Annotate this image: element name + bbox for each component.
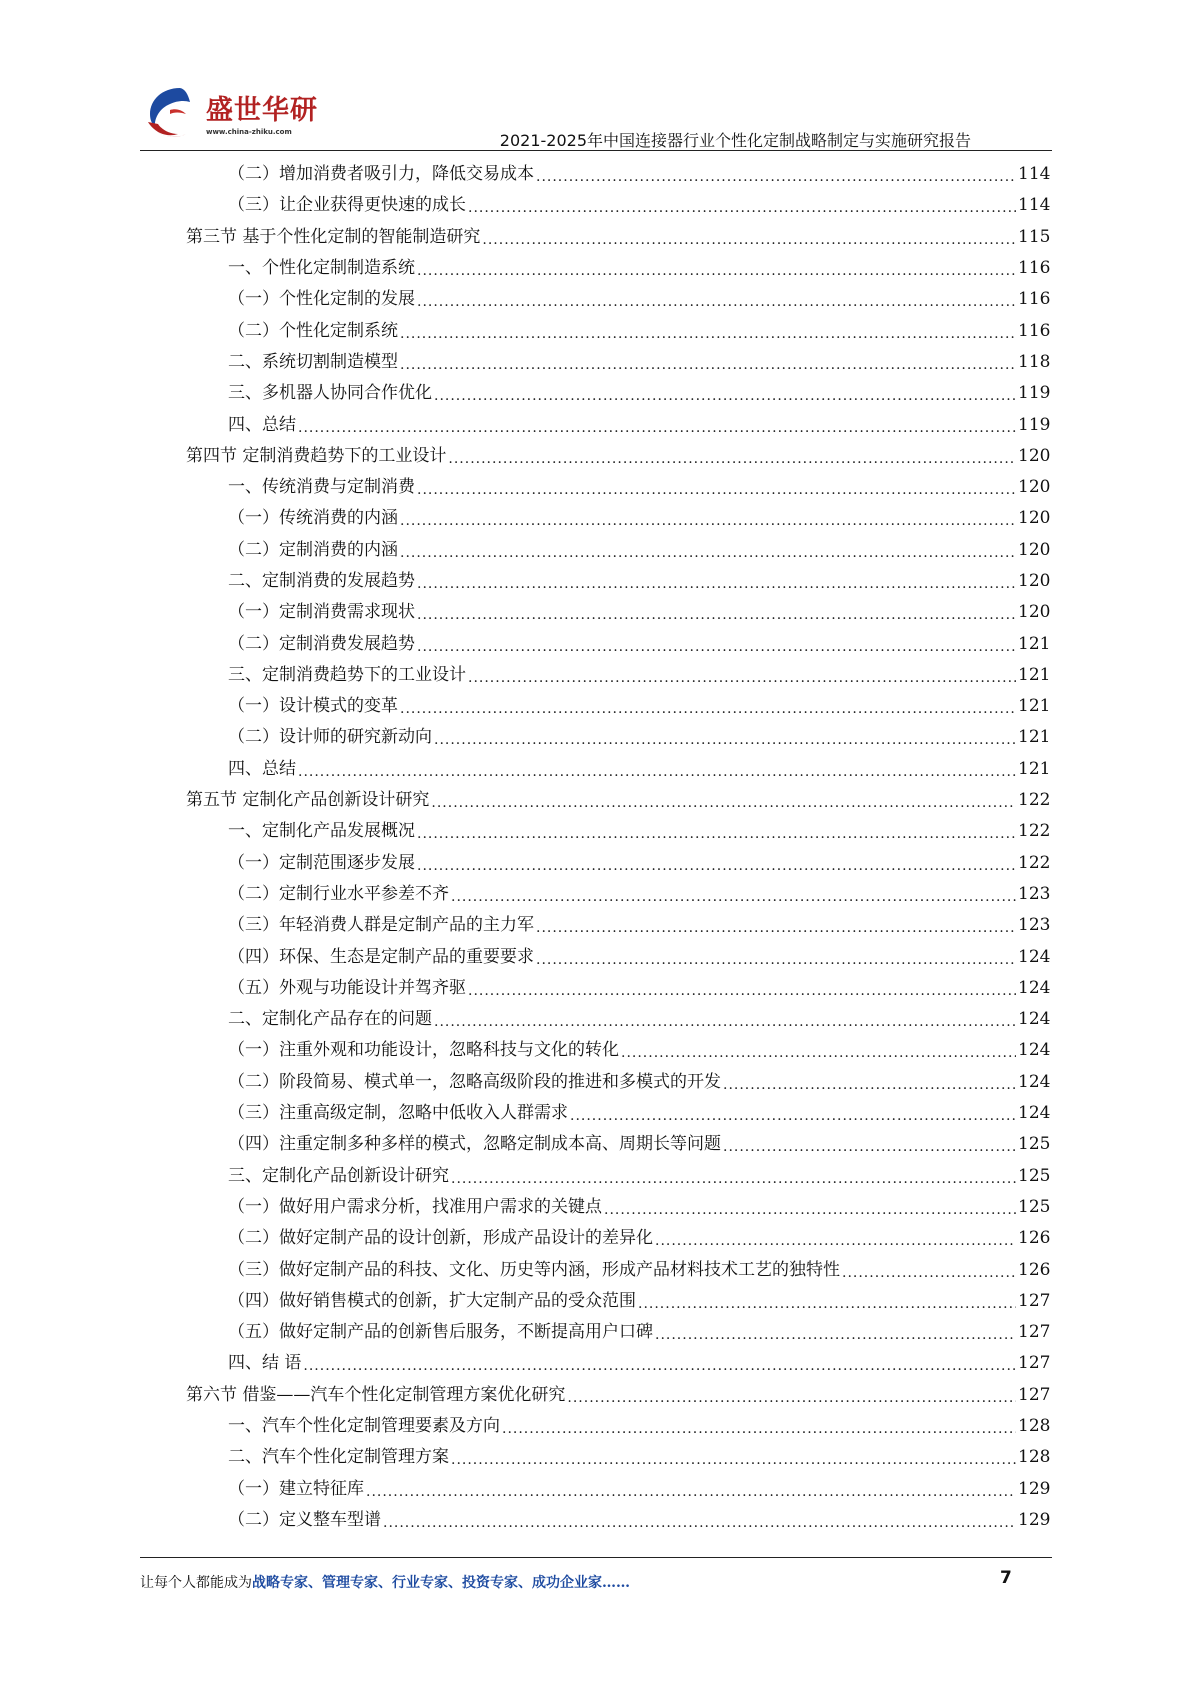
toc-entry-page: 125 [1018,1165,1051,1186]
toc-entry[interactable] [0,535,1191,566]
toc-leader-dots [400,506,1016,537]
toc-entry-title: 一、传统消费与定制消费 [228,477,415,498]
toc-entry-title: （一）建立特征库 [228,1478,364,1499]
toc-entry-page: 124 [1018,977,1051,998]
toc-entry-page: 125 [1018,1196,1051,1217]
toc-entry-page: 126 [1018,1228,1051,1249]
toc-entry-title: 一、汽车个性化定制管理要素及方向 [228,1416,500,1437]
toc-leader-dots [298,413,1016,444]
toc-leader-dots [417,819,1016,850]
toc-entry-page: 124 [1018,1040,1051,1061]
toc-entry[interactable] [0,941,1191,972]
toc-entry-title: （四）注重定制多种多样的模式，忽略定制成本高、周期长等问题 [228,1134,721,1155]
toc-entry-page: 120 [1018,445,1051,466]
toc-leader-dots [842,1258,1016,1289]
toc-entry-page: 120 [1018,508,1051,529]
footer-slogan [140,1572,630,1592]
toc-entry-page: 123 [1018,883,1051,904]
toc-entry-page: 124 [1018,1009,1051,1030]
toc-entry-page: 126 [1018,1259,1051,1280]
toc-entry-title: 四、总结 [228,414,296,435]
toc-entry[interactable] [0,409,1191,440]
toc-leader-dots [468,976,1016,1007]
toc-entry-page: 114 [1018,195,1051,216]
toc-leader-dots [655,1320,1016,1351]
toc-entry-title: （一）注重外观和功能设计，忽略科技与文化的转化 [228,1040,619,1061]
toc-entry-title: 二、定制化产品存在的问题 [228,1009,432,1030]
toc-leader-dots [417,475,1016,506]
toc-entry-title: （一）传统消费的内涵 [228,508,398,529]
toc-leader-dots [604,1195,1016,1226]
toc-entry[interactable] [0,503,1191,534]
toc-entry-page: 124 [1018,946,1051,967]
toc-entry[interactable] [0,472,1191,503]
toc-entry[interactable] [0,785,1191,816]
toc-leader-dots [482,225,1016,256]
toc-entry-page: 122 [1018,821,1051,842]
footer-slogan-highlight: 战略专家、管理专家、行业专家、投资专家、成功企业家…… [252,1575,630,1591]
toc-entry-page: 116 [1018,289,1051,310]
page-header [0,0,1191,150]
toc-entry-page: 116 [1018,320,1051,341]
toc-leader-dots [536,162,1016,193]
toc-entry[interactable] [0,1004,1191,1035]
toc-entry-title: （四）环保、生态是定制产品的重要要求 [228,946,534,967]
toc-entry-title: （二）定义整车型谱 [228,1509,381,1530]
toc-entry[interactable] [0,1192,1191,1223]
toc-entry[interactable] [0,848,1191,879]
toc-entry-page: 128 [1018,1416,1051,1437]
toc-entry[interactable] [0,1223,1191,1254]
toc-entry-page: 114 [1018,164,1051,185]
toc-leader-dots [298,757,1016,788]
toc-entry[interactable] [0,347,1191,378]
toc-entry-title: （二）阶段简易、模式单一，忽略高级阶段的推进和多模式的开发 [228,1071,721,1092]
toc-leader-dots [451,1164,1016,1195]
toc-entry[interactable] [0,691,1191,722]
toc-leader-dots [400,538,1016,569]
toc-entry[interactable] [0,754,1191,785]
toc-leader-dots [434,1007,1016,1038]
toc-leader-dots [417,569,1016,600]
toc-entry-title: 二、系统切割制造模型 [228,351,398,372]
toc-entry-title: 四、总结 [228,758,296,779]
toc-entry-title: （五）做好定制产品的创新售后服务，不断提高用户口碑 [228,1322,653,1343]
toc-leader-dots [431,788,1016,819]
toc-leader-dots [434,381,1016,412]
toc-entry-title: 第五节 定制化产品创新设计研究 [186,790,430,811]
toc-leader-dots [366,1477,1016,1508]
toc-entry-title: （三）年轻消费人群是定制产品的主力军 [228,915,534,936]
toc-entry-page: 118 [1018,351,1051,372]
toc-entry[interactable] [0,879,1191,910]
toc-entry[interactable] [0,190,1191,221]
report-title: 2021-2025年中国连接器行业个性化定制战略制定与实施研究报告 [499,131,971,150]
toc-entry[interactable] [0,1411,1191,1442]
toc-entry-page: 125 [1018,1134,1051,1155]
toc-entry-title: （一）设计模式的变革 [228,696,398,717]
toc-entry-title: 三、多机器人协同合作优化 [228,383,432,404]
toc-entry-page: 124 [1018,1103,1051,1124]
toc-entry[interactable] [0,253,1191,284]
toc-entry-title: （二）个性化定制系统 [228,320,398,341]
toc-entry[interactable] [0,1442,1191,1473]
toc-entry-page: 121 [1018,696,1051,717]
toc-entry-title: 二、定制消费的发展趋势 [228,571,415,591]
toc-entry[interactable] [0,1505,1191,1536]
toc-entry[interactable] [0,1286,1191,1317]
toc-entry[interactable] [0,566,1191,597]
toc-entry-page: 119 [1018,383,1051,404]
toc-entry-title: （二）设计师的研究新动向 [228,727,432,748]
toc-entry-page: 121 [1018,758,1051,779]
toc-entry-page: 129 [1018,1509,1051,1530]
toc-leader-dots [451,1445,1016,1476]
toc-entry-page: 123 [1018,915,1051,936]
toc-entry[interactable] [0,159,1191,190]
toc-entry-title: （二）做好定制产品的设计创新，形成产品设计的差异化 [228,1228,653,1249]
header-divider [140,150,1052,151]
toc-leader-dots [303,1351,1016,1382]
toc-leader-dots [536,913,1016,944]
page-number: 7 [1000,1568,1012,1588]
toc-leader-dots [638,1289,1016,1320]
toc-leader-dots [723,1132,1016,1163]
toc-entry[interactable] [0,816,1191,847]
toc-entry-page: 128 [1018,1447,1051,1468]
toc-entry-page: 120 [1018,571,1051,591]
table-of-contents [0,159,1191,1536]
toc-entry-title: （三）注重高级定制，忽略中低收入人群需求 [228,1103,568,1124]
toc-entry-page: 121 [1018,727,1051,748]
toc-entry-title: 三、定制消费趋势下的工业设计 [228,664,466,685]
toc-entry-title: 第六节 借鉴——汽车个性化定制管理方案优化研究 [186,1384,566,1405]
toc-entry[interactable] [0,1035,1191,1066]
toc-entry-title: 一、个性化定制制造系统 [228,258,415,279]
toc-leader-dots [570,1101,1016,1132]
logo-emblem-icon [140,84,204,144]
logo-url: www.china-zhiku.com [206,128,292,136]
toc-leader-dots [567,1383,1016,1414]
toc-entry[interactable] [0,315,1191,346]
toc-leader-dots [400,350,1016,381]
toc-entry-title: （二）增加消费者吸引力，降低交易成本 [228,164,534,185]
toc-entry-page: 127 [1018,1384,1051,1405]
toc-leader-dots [502,1414,1016,1445]
toc-leader-dots [448,444,1016,475]
toc-entry-page: 122 [1018,852,1051,873]
toc-entry-title: （一）定制范围逐步发展 [228,852,415,873]
footer-divider [140,1557,1052,1558]
toc-entry-page: 120 [1018,602,1051,623]
toc-leader-dots [723,1070,1016,1101]
toc-entry-page: 127 [1018,1353,1051,1374]
toc-leader-dots [417,600,1016,631]
toc-leader-dots [417,256,1016,287]
toc-entry-title: （二）定制消费的内涵 [228,539,398,560]
toc-entry-title: （四）做好销售模式的创新，扩大定制产品的受众范围 [228,1290,636,1311]
toc-entry-page: 129 [1018,1478,1051,1499]
toc-leader-dots [434,725,1016,756]
toc-entry-title: 四、结 语 [228,1353,302,1374]
toc-entry-page: 124 [1018,1071,1051,1092]
toc-entry-title: （三）做好定制产品的科技、文化、历史等内涵，形成产品材料技术工艺的独特性 [228,1259,840,1280]
toc-entry-page: 121 [1018,633,1051,654]
toc-leader-dots [468,663,1016,694]
toc-entry[interactable] [0,973,1191,1004]
toc-leader-dots [655,1226,1016,1257]
toc-entry[interactable] [0,378,1191,409]
toc-entry-title: 第四节 定制消费趋势下的工业设计 [186,445,447,466]
toc-entry-page: 122 [1018,790,1051,811]
toc-entry-title: 一、定制化产品发展概况 [228,821,415,842]
toc-entry[interactable] [0,910,1191,941]
toc-entry-page: 120 [1018,539,1051,560]
toc-entry-title: （二）定制行业水平参差不齐 [228,883,449,904]
toc-entry[interactable] [0,1098,1191,1129]
toc-entry-title: 第三节 基于个性化定制的智能制造研究 [186,226,481,247]
logo-name: 盛世华研 [206,95,318,126]
toc-entry-page: 116 [1018,258,1051,279]
toc-entry-title: （五）外观与功能设计并驾齐驱 [228,977,466,998]
toc-entry[interactable] [0,441,1191,472]
toc-entry[interactable] [0,1473,1191,1504]
toc-entry[interactable] [0,1254,1191,1285]
toc-leader-dots [400,694,1016,725]
toc-entry-title: （二）定制消费发展趋势 [228,633,415,654]
toc-entry[interactable] [0,1161,1191,1192]
toc-entry-title: （三）让企业获得更快速的成长 [228,195,466,216]
toc-entry-page: 120 [1018,477,1051,498]
company-logo [140,84,340,146]
toc-leader-dots [417,851,1016,882]
toc-entry-title: （一）做好用户需求分析，找准用户需求的关键点 [228,1196,602,1217]
toc-leader-dots [383,1508,1016,1539]
toc-entry-page: 121 [1018,664,1051,685]
toc-entry[interactable] [0,1067,1191,1098]
toc-entry-title: 二、汽车个性化定制管理方案 [228,1447,449,1468]
toc-entry-page: 119 [1018,414,1051,435]
toc-entry[interactable] [0,1380,1191,1411]
toc-entry-title: （一）定制消费需求现状 [228,602,415,623]
toc-entry[interactable] [0,1317,1191,1348]
toc-entry-page: 127 [1018,1290,1051,1311]
toc-leader-dots [400,319,1016,350]
toc-leader-dots [417,287,1016,318]
toc-entry-title: （一）个性化定制的发展 [228,289,415,310]
toc-entry[interactable] [0,722,1191,753]
toc-entry[interactable] [0,1348,1191,1379]
toc-entry[interactable] [0,222,1191,253]
toc-entry-page: 115 [1018,226,1051,247]
toc-leader-dots [451,882,1016,913]
toc-leader-dots [621,1038,1016,1069]
toc-entry-page: 127 [1018,1322,1051,1343]
toc-entry[interactable] [0,628,1191,659]
toc-entry[interactable] [0,660,1191,691]
footer-slogan-prefix: 让每个人都能成为 [140,1575,252,1591]
toc-entry-title: 三、定制化产品创新设计研究 [228,1165,449,1186]
toc-entry[interactable] [0,1129,1191,1160]
toc-entry[interactable] [0,284,1191,315]
toc-leader-dots [468,193,1016,224]
toc-leader-dots [536,945,1016,976]
toc-entry[interactable] [0,597,1191,628]
toc-leader-dots [417,632,1016,663]
